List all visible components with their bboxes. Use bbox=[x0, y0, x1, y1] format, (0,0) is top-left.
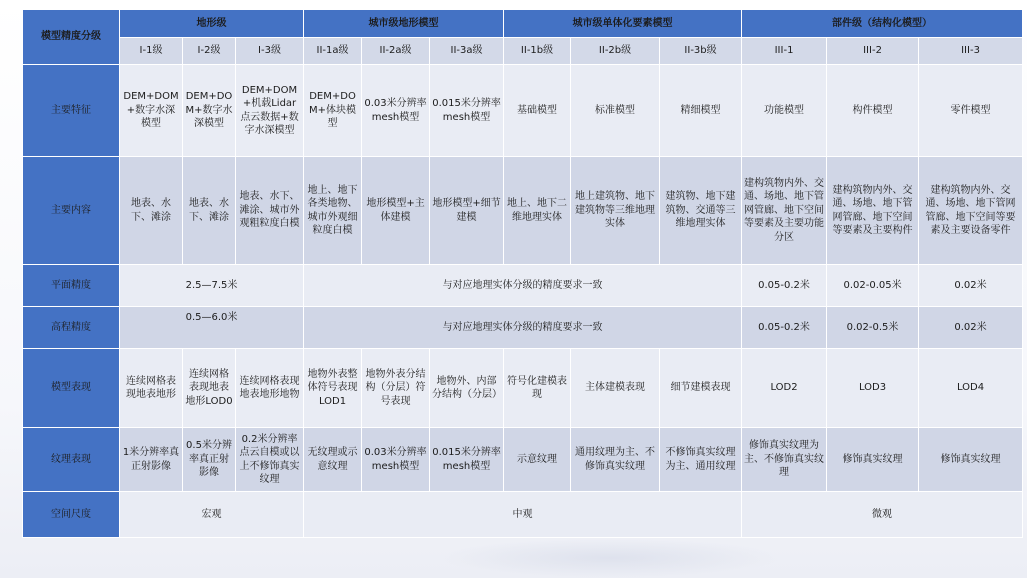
table-cell: 连续网格表现地表地形 bbox=[120, 349, 183, 428]
table-cell: 0.03米分辨率mesh模型 bbox=[362, 65, 430, 157]
table-cell: 0.02-0.5米 bbox=[827, 307, 919, 349]
table-cell: LOD2 bbox=[742, 349, 827, 428]
group-city-terrain: 城市级地形模型 bbox=[304, 10, 504, 38]
table-cell: 0.015米分辨率mesh模型 bbox=[430, 65, 504, 157]
table-cell: 建构筑物内外、交通、场地、地下管网管廊、地下空间等要素及主要构件 bbox=[827, 157, 919, 265]
table-cell: 建构筑物内外、交通、场地、地下管网管廊、地下空间等要素及主要功能分区 bbox=[742, 157, 827, 265]
table-cell: 地形模型+主体建模 bbox=[362, 157, 430, 265]
table-cell: 标准模型 bbox=[571, 65, 660, 157]
table-cell: 0.03米分辨率mesh模型 bbox=[362, 428, 430, 492]
table-cell: 地物外表整体符号表现LOD1 bbox=[304, 349, 362, 428]
level-header: II-3b级 bbox=[660, 38, 742, 65]
table-cell: 主体建模表现 bbox=[571, 349, 660, 428]
level-header: I-2级 bbox=[183, 38, 236, 65]
row-label: 主要特征 bbox=[23, 65, 120, 157]
table-cell: 地物外、内部分结构（分层） bbox=[430, 349, 504, 428]
table-cell: LOD3 bbox=[827, 349, 919, 428]
row-label: 高程精度 bbox=[23, 307, 120, 349]
table-cell: 0.05-0.2米 bbox=[742, 307, 827, 349]
table-cell: 1米分辨率真正射影像 bbox=[120, 428, 183, 492]
row-label: 纹理表现 bbox=[23, 428, 120, 492]
table-cell: DEM+DOM+数字水深模型 bbox=[120, 65, 183, 157]
table-cell: 中观 bbox=[304, 492, 742, 538]
table-cell: 地物外表分结构（分层）符号表现 bbox=[362, 349, 430, 428]
model-precision-table bbox=[22, 9, 1023, 538]
row-label: 平面精度 bbox=[23, 265, 120, 307]
header-level-row bbox=[23, 38, 1023, 65]
table-cell: 不修饰真实纹理为主、通用纹理 bbox=[660, 428, 742, 492]
table-cell: 建构筑物内外、交通、场地、地下管网管廊、地下空间等要素及主要设备零件 bbox=[919, 157, 1023, 265]
row-label: 主要内容 bbox=[23, 157, 120, 265]
row-content bbox=[23, 157, 1023, 265]
row-label: 模型表现 bbox=[23, 349, 120, 428]
level-header: II-1a级 bbox=[304, 38, 362, 65]
table-cell: 地表、水下、滩涂 bbox=[120, 157, 183, 265]
table-cell: 地形模型+细节建模 bbox=[430, 157, 504, 265]
table-cell: 0.5—6.0米 bbox=[120, 307, 304, 349]
table-cell: 地表、水下、滩涂 bbox=[183, 157, 236, 265]
level-header: II-2a级 bbox=[362, 38, 430, 65]
table-cell: 建筑物、地下建筑物、交通等三维地理实体 bbox=[660, 157, 742, 265]
table-cell: 与对应地理实体分级的精度要求一致 bbox=[304, 307, 742, 349]
table-cell: 连续网格表现地表地形地物 bbox=[236, 349, 304, 428]
header-group-row bbox=[23, 10, 1023, 38]
table-cell: 修饰真实纹理为主、不修饰真实纹理 bbox=[742, 428, 827, 492]
level-header: III-2 bbox=[827, 38, 919, 65]
table-cell: 微观 bbox=[742, 492, 1023, 538]
table-cell: 零件模型 bbox=[919, 65, 1023, 157]
level-header: I-3级 bbox=[236, 38, 304, 65]
level-header: III-3 bbox=[919, 38, 1023, 65]
level-header: II-1b级 bbox=[504, 38, 571, 65]
level-header: III-1 bbox=[742, 38, 827, 65]
group-terrain: 地形级 bbox=[120, 10, 304, 38]
table-cell: 修饰真实纹理 bbox=[919, 428, 1023, 492]
header-corner: 模型精度分级 bbox=[23, 10, 120, 65]
table-cell: DEM+DOM+机载Lidar点云数据+数字水深模型 bbox=[236, 65, 304, 157]
table-cell: 0.02米 bbox=[919, 307, 1023, 349]
table-cell: 0.02-0.05米 bbox=[827, 265, 919, 307]
row-model-expression bbox=[23, 349, 1023, 428]
table-cell: 2.5—7.5米 bbox=[120, 265, 304, 307]
table-cell: 连续网格表现地表地形LOD0 bbox=[183, 349, 236, 428]
table-cell: 示意纹理 bbox=[504, 428, 571, 492]
level-header: I-1级 bbox=[120, 38, 183, 65]
row-texture-expression bbox=[23, 428, 1023, 492]
level-header: II-2b级 bbox=[571, 38, 660, 65]
table-cell: 地表、水下、滩涂、城市外观粗粒度白模 bbox=[236, 157, 304, 265]
row-elevation-precision bbox=[23, 307, 1023, 349]
table-cell: DEM+DOM+体块模型 bbox=[304, 65, 362, 157]
background-decoration bbox=[440, 538, 780, 578]
table-cell: 地上建筑物、地下建筑物等三维地理实体 bbox=[571, 157, 660, 265]
table-cell: 通用纹理为主、不修饰真实纹理 bbox=[571, 428, 660, 492]
row-spatial-scale bbox=[23, 492, 1023, 538]
table-cell: 与对应地理实体分级的精度要求一致 bbox=[304, 265, 742, 307]
table-cell: 功能模型 bbox=[742, 65, 827, 157]
table-cell: 精细模型 bbox=[660, 65, 742, 157]
table-cell: 地上、地下各类地物、城市外观细粒度白模 bbox=[304, 157, 362, 265]
row-plane-precision bbox=[23, 265, 1023, 307]
row-features bbox=[23, 65, 1023, 157]
table-cell: 0.015米分辨率mesh模型 bbox=[430, 428, 504, 492]
group-city-entity: 城市级单体化要素模型 bbox=[504, 10, 742, 38]
table-cell: 细节建模表现 bbox=[660, 349, 742, 428]
table-cell: 构件模型 bbox=[827, 65, 919, 157]
table-cell: 0.05-0.2米 bbox=[742, 265, 827, 307]
group-component: 部件级（结构化模型） bbox=[742, 10, 1023, 38]
table-cell: 修饰真实纹理 bbox=[827, 428, 919, 492]
level-header: II-3a级 bbox=[430, 38, 504, 65]
table-cell: 符号化建模表现 bbox=[504, 349, 571, 428]
row-label: 空间尺度 bbox=[23, 492, 120, 538]
table-cell: 0.02米 bbox=[919, 265, 1023, 307]
table-cell: LOD4 bbox=[919, 349, 1023, 428]
table-cell: 宏观 bbox=[120, 492, 304, 538]
table-cell: 基础模型 bbox=[504, 65, 571, 157]
table-cell: 0.5米分辨率真正射影像 bbox=[183, 428, 236, 492]
table-cell: 无纹理或示意纹理 bbox=[304, 428, 362, 492]
table-cell: 0.2米分辨率点云自模或以上不修饰真实纹理 bbox=[236, 428, 304, 492]
table-cell: DEM+DOM+数字水深模型 bbox=[183, 65, 236, 157]
table-cell: 地上、地下二维地理实体 bbox=[504, 157, 571, 265]
